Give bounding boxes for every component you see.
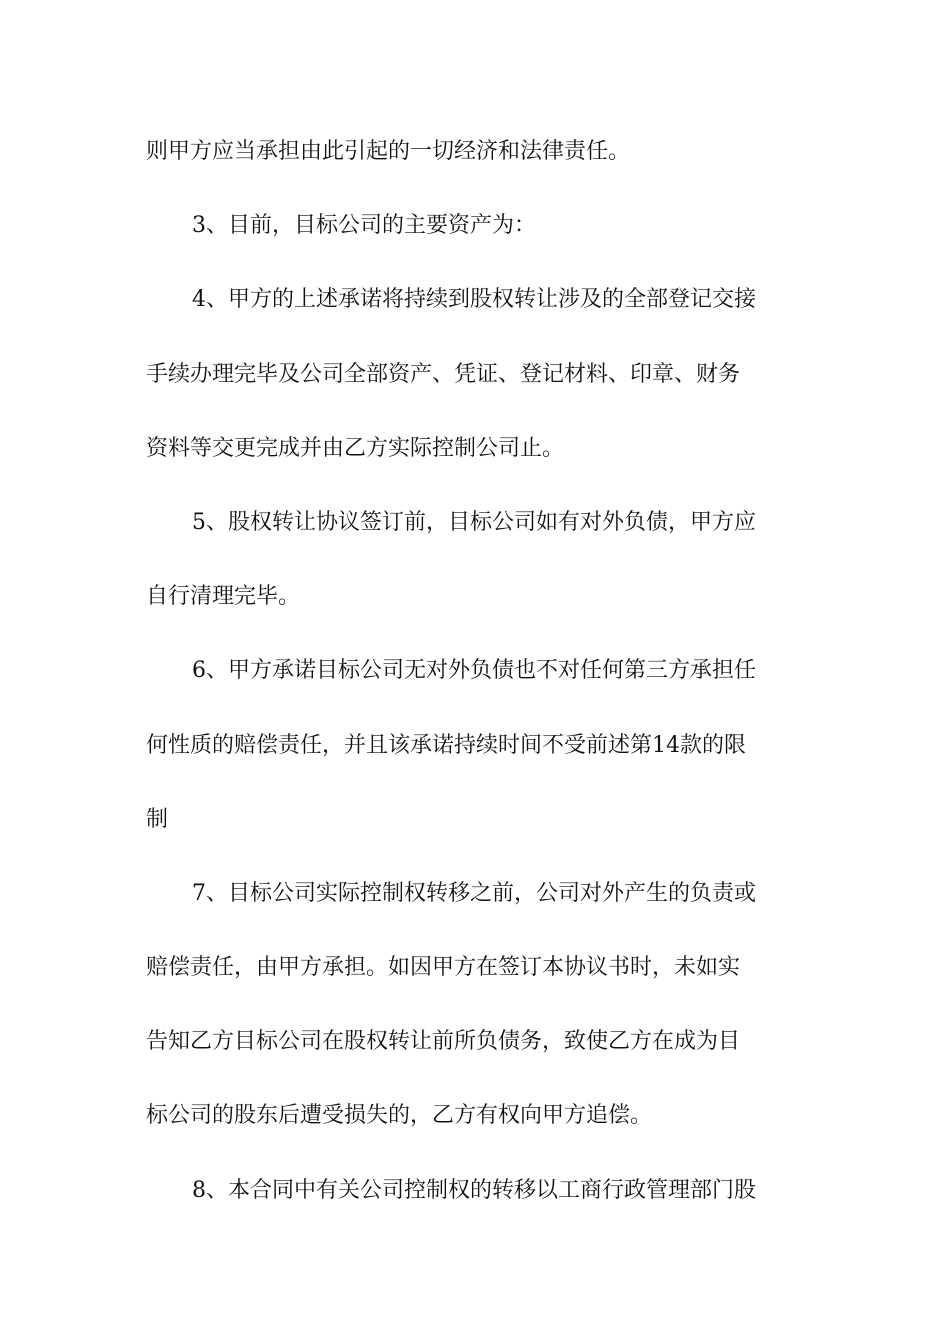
clause-6-line-1: 6、甲方承诺目标公司无对外负债也不对任何第三方承担任 xyxy=(192,658,756,684)
clause-5-line-1: 5、股权转让协议签订前，目标公司如有对外负债，甲方应 xyxy=(192,509,756,535)
clause-7-line-2: 赔偿责任，由甲方承担。如因甲方在签订本协议书时，未如实 xyxy=(146,955,741,981)
clause-7-line-3: 告知乙方目标公司在股权转让前所负债务，致使乙方在成为目 xyxy=(146,1029,741,1055)
clause-8-line-1: 8、本合同中有关公司控制权的转移以工商行政管理部门股 xyxy=(192,1177,756,1203)
clause-6-line-2: 何性质的赔偿责任，并且该承诺持续时间不受前述第14款的限 xyxy=(146,732,746,758)
clause-6-line-3: 制 xyxy=(146,806,169,832)
clause-4-line-2: 手续办理完毕及公司全部资产、凭证、登记材料、印章、财务 xyxy=(146,361,741,387)
clause-7-line-4: 标公司的股东后遭受损失的，乙方有权向甲方追偿。 xyxy=(146,1103,653,1129)
text-line-continuation: 则甲方应当承担由此引起的一切经济和法律责任。 xyxy=(146,139,631,164)
clause-7-line-1: 7、目标公司实际控制权转移之前，公司对外产生的负责或 xyxy=(192,880,756,906)
clause-3: 3、目前，目标公司的主要资产为： xyxy=(192,213,536,239)
clause-5-line-2: 自行清理完毕。 xyxy=(146,584,301,610)
document-body xyxy=(146,126,810,1239)
clause-4-line-1: 4、甲方的上述承诺将持续到股权转让涉及的全部登记交接 xyxy=(192,287,756,313)
clause-4-line-3: 资料等交更完成并由乙方实际控制公司止。 xyxy=(146,435,565,461)
